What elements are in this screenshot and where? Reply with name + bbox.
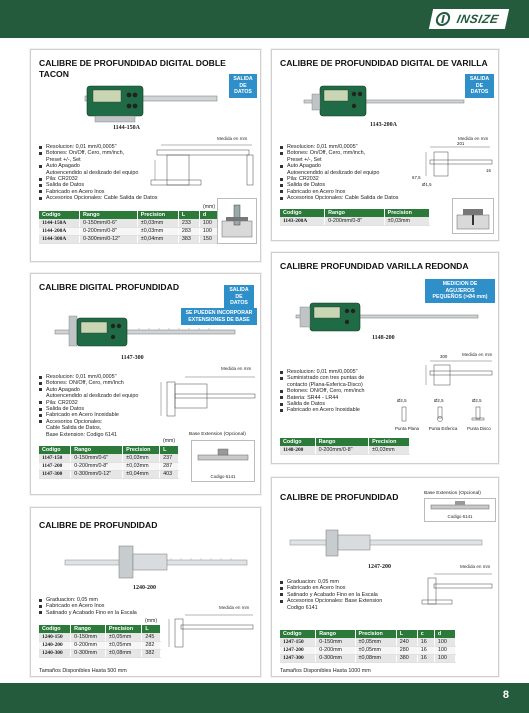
table-cell: 1247-150 [280,638,316,646]
col-header: Codigo [39,211,79,219]
unit-label: (mm) [203,204,216,210]
spec-item: Accesorios Opcionales: Base Extension [280,598,418,604]
spec-list [39,374,157,438]
panel-title [39,58,226,79]
col-header: L [160,446,179,454]
double-hook-caliper-image [81,78,221,133]
unit-label: (mm) [163,438,176,444]
spec-item: Botones: ON/Off, Cero, mm/inch [280,388,404,394]
table-cell: ±0,05mm [105,633,141,641]
spec-item: Salida de Datos [39,182,159,188]
base-extension-code: Codigo 6141 [210,474,236,479]
table-header-row [39,211,221,219]
base-extension-title: Base Extension (Opcional) [424,491,481,496]
brand-name: INSIZE [455,12,501,26]
digital-depth-drawing [155,372,259,428]
table-cell: 100 [199,219,220,227]
spec-item: Resolucion: 0,01 mm/0,0005" [280,144,420,150]
table-cell: 16 [417,646,434,654]
dim-c: 67,5 [412,175,421,180]
model-number: 1143-200A [370,122,397,128]
table-cell: 0-150mm [71,633,106,641]
spec-list [280,144,420,202]
spec-item: Base Extension: Codigo 6141 [46,431,118,438]
table-row [39,470,179,478]
table-cell: 1247-300 [280,654,316,662]
spec-item: Resolucion: 0,01 mm/0,0005" [39,144,159,150]
table-cell: 0-150mm [316,638,355,646]
table-cell: ±0,03mm [384,217,429,225]
dimension-label: Medida en mm [462,352,493,357]
col-header: Precision [369,438,410,446]
badge-line2: PEQUEÑOS (>Ø4 mm) [432,294,488,300]
table-cell: ±0,05mm [105,641,141,649]
panel-title: CALIBRE DIGITAL PROFUNDIDAD [39,282,180,292]
data-output-badge [229,74,257,98]
available-sizes-note: Tamaños Disponibles Hasta 1000 mm [280,668,371,674]
vernier-depth-drawing [165,611,257,653]
dimension-label: Medida en mm [217,136,248,141]
table-cell: 283 [178,227,199,235]
table-cell: 0-200mm/0-8" [71,462,123,470]
spec-item: Suministrado con tres puntas de [280,375,404,381]
table-row [39,633,161,641]
table-cell: 16 [417,654,434,662]
spec-item: Botones: On/Off, Cero, mm/inch, [280,150,420,156]
spec-table [39,625,161,658]
unit-label: (mm) [145,618,158,624]
panel-title-line1: CALIBRE DE PROFUNDIDAD DIGITAL DOBLE [39,58,226,68]
table-cell: 0-300mm [71,649,106,657]
base-extension-icon [192,441,254,471]
spec-table [280,438,410,455]
spec-item: Bateria: SR44 - LR44 [280,395,404,401]
table-cell: 0-200mm/0-8" [325,217,384,225]
digital-depth-gauge-image [49,306,239,354]
table-cell: 150 [199,235,220,243]
table-cell: 233 [178,219,199,227]
table-cell: ±0,05mm [355,638,396,646]
table-cell: ±0,03mm [123,454,160,462]
panel-title: CALIBRE PROFUNDIDAD VARILLA REDONDA [280,261,469,271]
data-output-badge [224,285,254,309]
spec-item: Botones: ON/Off, Cero, mm/Inch [39,380,157,386]
table-row [280,646,456,654]
dimension-label: Medida en mm [219,605,250,610]
col-header: Precision [355,630,396,638]
badge-line1: SALIDA [233,76,253,82]
table-cell: 1147-150 [39,454,71,462]
table-cell: 0-200mm/0-8" [315,446,369,454]
footer-band [0,683,529,713]
dimension-label: Medida en mm [458,136,489,141]
col-header: Codigo [280,438,315,446]
table-cell: 100 [199,227,220,235]
table-cell: 100 [434,646,455,654]
model-number: 1144-150A [113,125,140,131]
table-cell: 245 [142,633,161,641]
spec-item: Fabricado en Acero Inoxidable [280,407,404,413]
spec-list [280,369,404,414]
badge-line2: DE DATOS [230,293,248,306]
table-cell: 383 [178,235,199,243]
tip-label-ball: Punta Esferica [428,426,458,431]
table-cell: 0-300mm/0-12" [71,470,123,478]
table-header-row [39,446,179,454]
vernier-base-gauge-image [286,526,486,562]
col-header: L [396,630,417,638]
rod-depth-gauge-image [302,80,467,125]
badge-line1: MEDICION DE AGUJEROS [442,281,478,294]
spec-item: Autoencendido al deslizado del equipo [287,169,380,176]
table-row [39,227,221,235]
table-cell: 1240-300 [39,649,71,657]
table-cell: ±0,05mm [355,646,396,654]
table-cell: 0-200mm [316,646,355,654]
col-header: L [178,211,199,219]
spec-list [39,144,159,202]
table-cell: 1148-200 [280,446,315,454]
dim-c: Ø2,5 [434,398,444,403]
application-sketch-icon [218,199,256,243]
col-header: Rango [315,438,369,446]
col-header: d [434,630,455,638]
spec-item: Autoencendido al deslizado del equipo [46,169,139,176]
col-header: Codigo [280,630,316,638]
model-number: 1148-200 [372,335,395,341]
badge-line2: DE DATOS [234,82,252,95]
badge-line1: SALIDA [229,287,249,293]
col-header: Codigo [39,446,71,454]
table-row [280,446,410,454]
dim-b: Ø2,5 [397,398,407,403]
panel-round-rod [271,252,499,464]
table-row [39,649,161,657]
table-cell: 1240-200 [39,641,71,649]
dim-a: 201 [457,141,465,146]
panel-title: CALIBRE DE PROFUNDIDAD [280,492,399,502]
spec-item: Codigo 6141 [287,604,318,611]
spec-item: Auto Apagado [280,163,420,169]
spec-item: Resolucion: 0,01 mm/0,0005" [39,374,157,380]
tip-label-disc: Punta Disco [467,426,491,431]
spec-item: Graduacion: 0,05 mm [280,579,418,585]
base-extension-thumbnail [424,498,496,522]
table-cell: ±0,03mm [123,462,160,470]
table-cell: 0-300mm/0-12" [79,235,137,243]
table-cell: 0-150mm/0-6" [79,219,137,227]
table-cell: 1247-200 [280,646,316,654]
vernier-base-drawing [420,570,496,614]
table-cell: 282 [142,641,161,649]
panel-vernier-depth [30,507,261,677]
panel-title-line2: TACON [39,68,69,79]
base-extension-thumbnail [191,440,255,482]
table-cell: 382 [142,649,161,657]
table-cell: 1147-300 [39,470,71,478]
dimension-label: Medida en mm [460,564,491,569]
table-row [39,219,221,227]
spec-item: Accesorios Opcionales: [39,419,157,425]
panel-title: CALIBRE DE PROFUNDIDAD DIGITAL DE VARILLA [280,58,488,68]
application-sketch-icon [453,199,493,233]
table-cell: 287 [160,462,179,470]
spec-item: Autoencendido al deslizado del equipo [46,393,139,400]
spec-item: Pila: CR2032 [280,176,420,182]
spec-item: Salida de Datos [39,406,157,412]
col-header: Codigo [280,209,325,217]
table-row [280,654,456,662]
spec-table [280,630,456,663]
col-header: c [417,630,434,638]
spec-item: Auto Apagado [39,163,159,169]
spec-item: Auto Apagado [39,387,157,393]
table-cell: 1144-200A [39,227,79,235]
panel-double-hook [30,49,261,262]
badge-line2: EXTENSIONES DE BASE [188,316,250,323]
round-rod-drawing [420,357,496,399]
badge-line1: SE PUEDEN INCORPORAR [185,310,253,316]
col-header: Rango [316,630,355,638]
spec-item: contacto (Plana-Esferica-Disco) [287,381,363,388]
spec-table [280,209,430,226]
spec-item: Botones: On/Off, Cero, mm/inch, [39,150,159,156]
round-rod-gauge-image [292,293,482,337]
dim-d: Ø1,5 [422,182,432,187]
table-cell: ±0,08mm [355,654,396,662]
panel-vernier-base [271,477,499,677]
spec-list [39,597,159,616]
spec-item: Fabricado en Acero Inoxidable [39,412,157,418]
spec-item: Fabricado en Acero Inox [39,603,159,609]
table-cell: ±0,04mm [123,470,160,478]
panel-rod [271,49,499,241]
badge-line1: SALIDA [469,76,490,82]
spec-item: Pila: CR2032 [39,400,157,406]
base-extension-code: Codigo 6141 [447,514,473,519]
tip-label-flat: Punta Plana [395,426,419,431]
col-header: Rango [325,209,384,217]
spec-item: Preset +/-, Set [46,156,81,163]
table-cell: 403 [160,470,179,478]
table-cell: ±0,03mm [137,227,178,235]
available-sizes-note: Tamaños Disponibles Hasta 500 mm [39,668,127,674]
table-header-row [39,625,161,633]
table-cell: 0-150mm/0-6" [71,454,123,462]
spec-item: Fabricado en Acero Inox [280,585,418,591]
application-thumbnail [217,198,257,244]
model-number: 1240-200 [133,585,156,591]
table-cell: 1144-150A [39,219,79,227]
double-hook-drawing [147,140,259,200]
rod-gauge-drawing [420,142,496,187]
col-header: Precision [384,209,429,217]
table-cell: 280 [396,646,417,654]
dim-d: Ø2,5 [472,398,482,403]
contact-tips-drawing [390,403,496,425]
col-header: Precision [105,625,141,633]
col-header: Rango [71,625,106,633]
spec-item: Salida de Datos [280,401,404,407]
table-cell: 100 [434,654,455,662]
header-band [0,0,529,38]
table-cell: 0-200mm [71,641,106,649]
spec-item: Graduacion: 0,05 mm [39,597,159,603]
table-cell: 1147-200 [39,462,71,470]
spec-item: Salida de Datos [280,182,420,188]
spec-item: Satinado y Acabado Fino en la Escala [39,610,159,616]
table-cell: 0-300mm [316,654,355,662]
table-header-row [280,209,430,217]
model-number: 1147-300 [121,355,144,361]
col-header: Rango [79,211,137,219]
panel-digital-depth [30,273,261,495]
model-number: 1247-200 [368,564,391,570]
spec-item: Pila: CR2032 [39,176,159,182]
table-cell: 16 [417,638,434,646]
panel-title: CALIBRE DE PROFUNDIDAD [39,520,158,530]
table-cell: 240 [396,638,417,646]
col-header: Precision [123,446,160,454]
col-header: L [142,625,161,633]
spec-table [39,446,179,479]
table-cell: 1240-150 [39,633,71,641]
table-cell: 0-200mm/0-8" [79,227,137,235]
spec-list [280,579,418,611]
table-header-row [280,630,456,638]
table-row [39,235,221,243]
table-cell: 100 [434,638,455,646]
col-header: Rango [71,446,123,454]
col-header: Codigo [39,625,71,633]
spec-item: Satinado y Acabado Fino en la Escala [280,592,418,598]
table-row [39,462,179,470]
spec-item: Accesorios Opcionales: Cable Salida de Datos [39,195,159,201]
spec-item: Fabricado en Acero Inox [280,189,420,195]
table-row [39,641,161,649]
base-extension-title: Base Extension (Opcional) [189,432,246,437]
table-cell: 1144-300A [39,235,79,243]
table-row [39,454,179,462]
brand-logo-icon [435,12,452,26]
table-cell: ±0,03mm [369,446,410,454]
dimension-label: Medida en mm [221,366,252,371]
table-cell: ±0,04mm [137,235,178,243]
page-number: 8 [502,689,509,701]
base-extension-icon [425,499,495,513]
table-header-row [280,438,410,446]
col-header: d [199,211,220,219]
table-cell: ±0,03mm [137,219,178,227]
vernier-depth-gauge-image [61,538,251,584]
spec-item: Resolucion: 0,01 mm/0,0005" [280,369,404,375]
data-output-badge [465,74,494,98]
spec-item: Accesorios Opcionales: Cable Salida de Datos [280,195,420,201]
table-cell: 380 [396,654,417,662]
table-cell: 237 [160,454,179,462]
table-cell: 1143-200A [280,217,325,225]
table-cell: ±0,08mm [105,649,141,657]
brand-logo [429,9,509,29]
col-header: Precision [137,211,178,219]
spec-item: Cable Salida de Datos, [46,425,102,432]
table-row [280,638,456,646]
dim-a: 300 [440,354,448,359]
spec-table [39,211,221,244]
badge-line2: DE DATOS [470,82,489,95]
application-thumbnail [452,198,494,234]
spec-item: Preset +/-, Set [287,156,322,163]
dim-b: 16 [486,168,491,173]
table-row [280,217,430,225]
spec-item: Fabricado en Acero Inox [39,189,159,195]
